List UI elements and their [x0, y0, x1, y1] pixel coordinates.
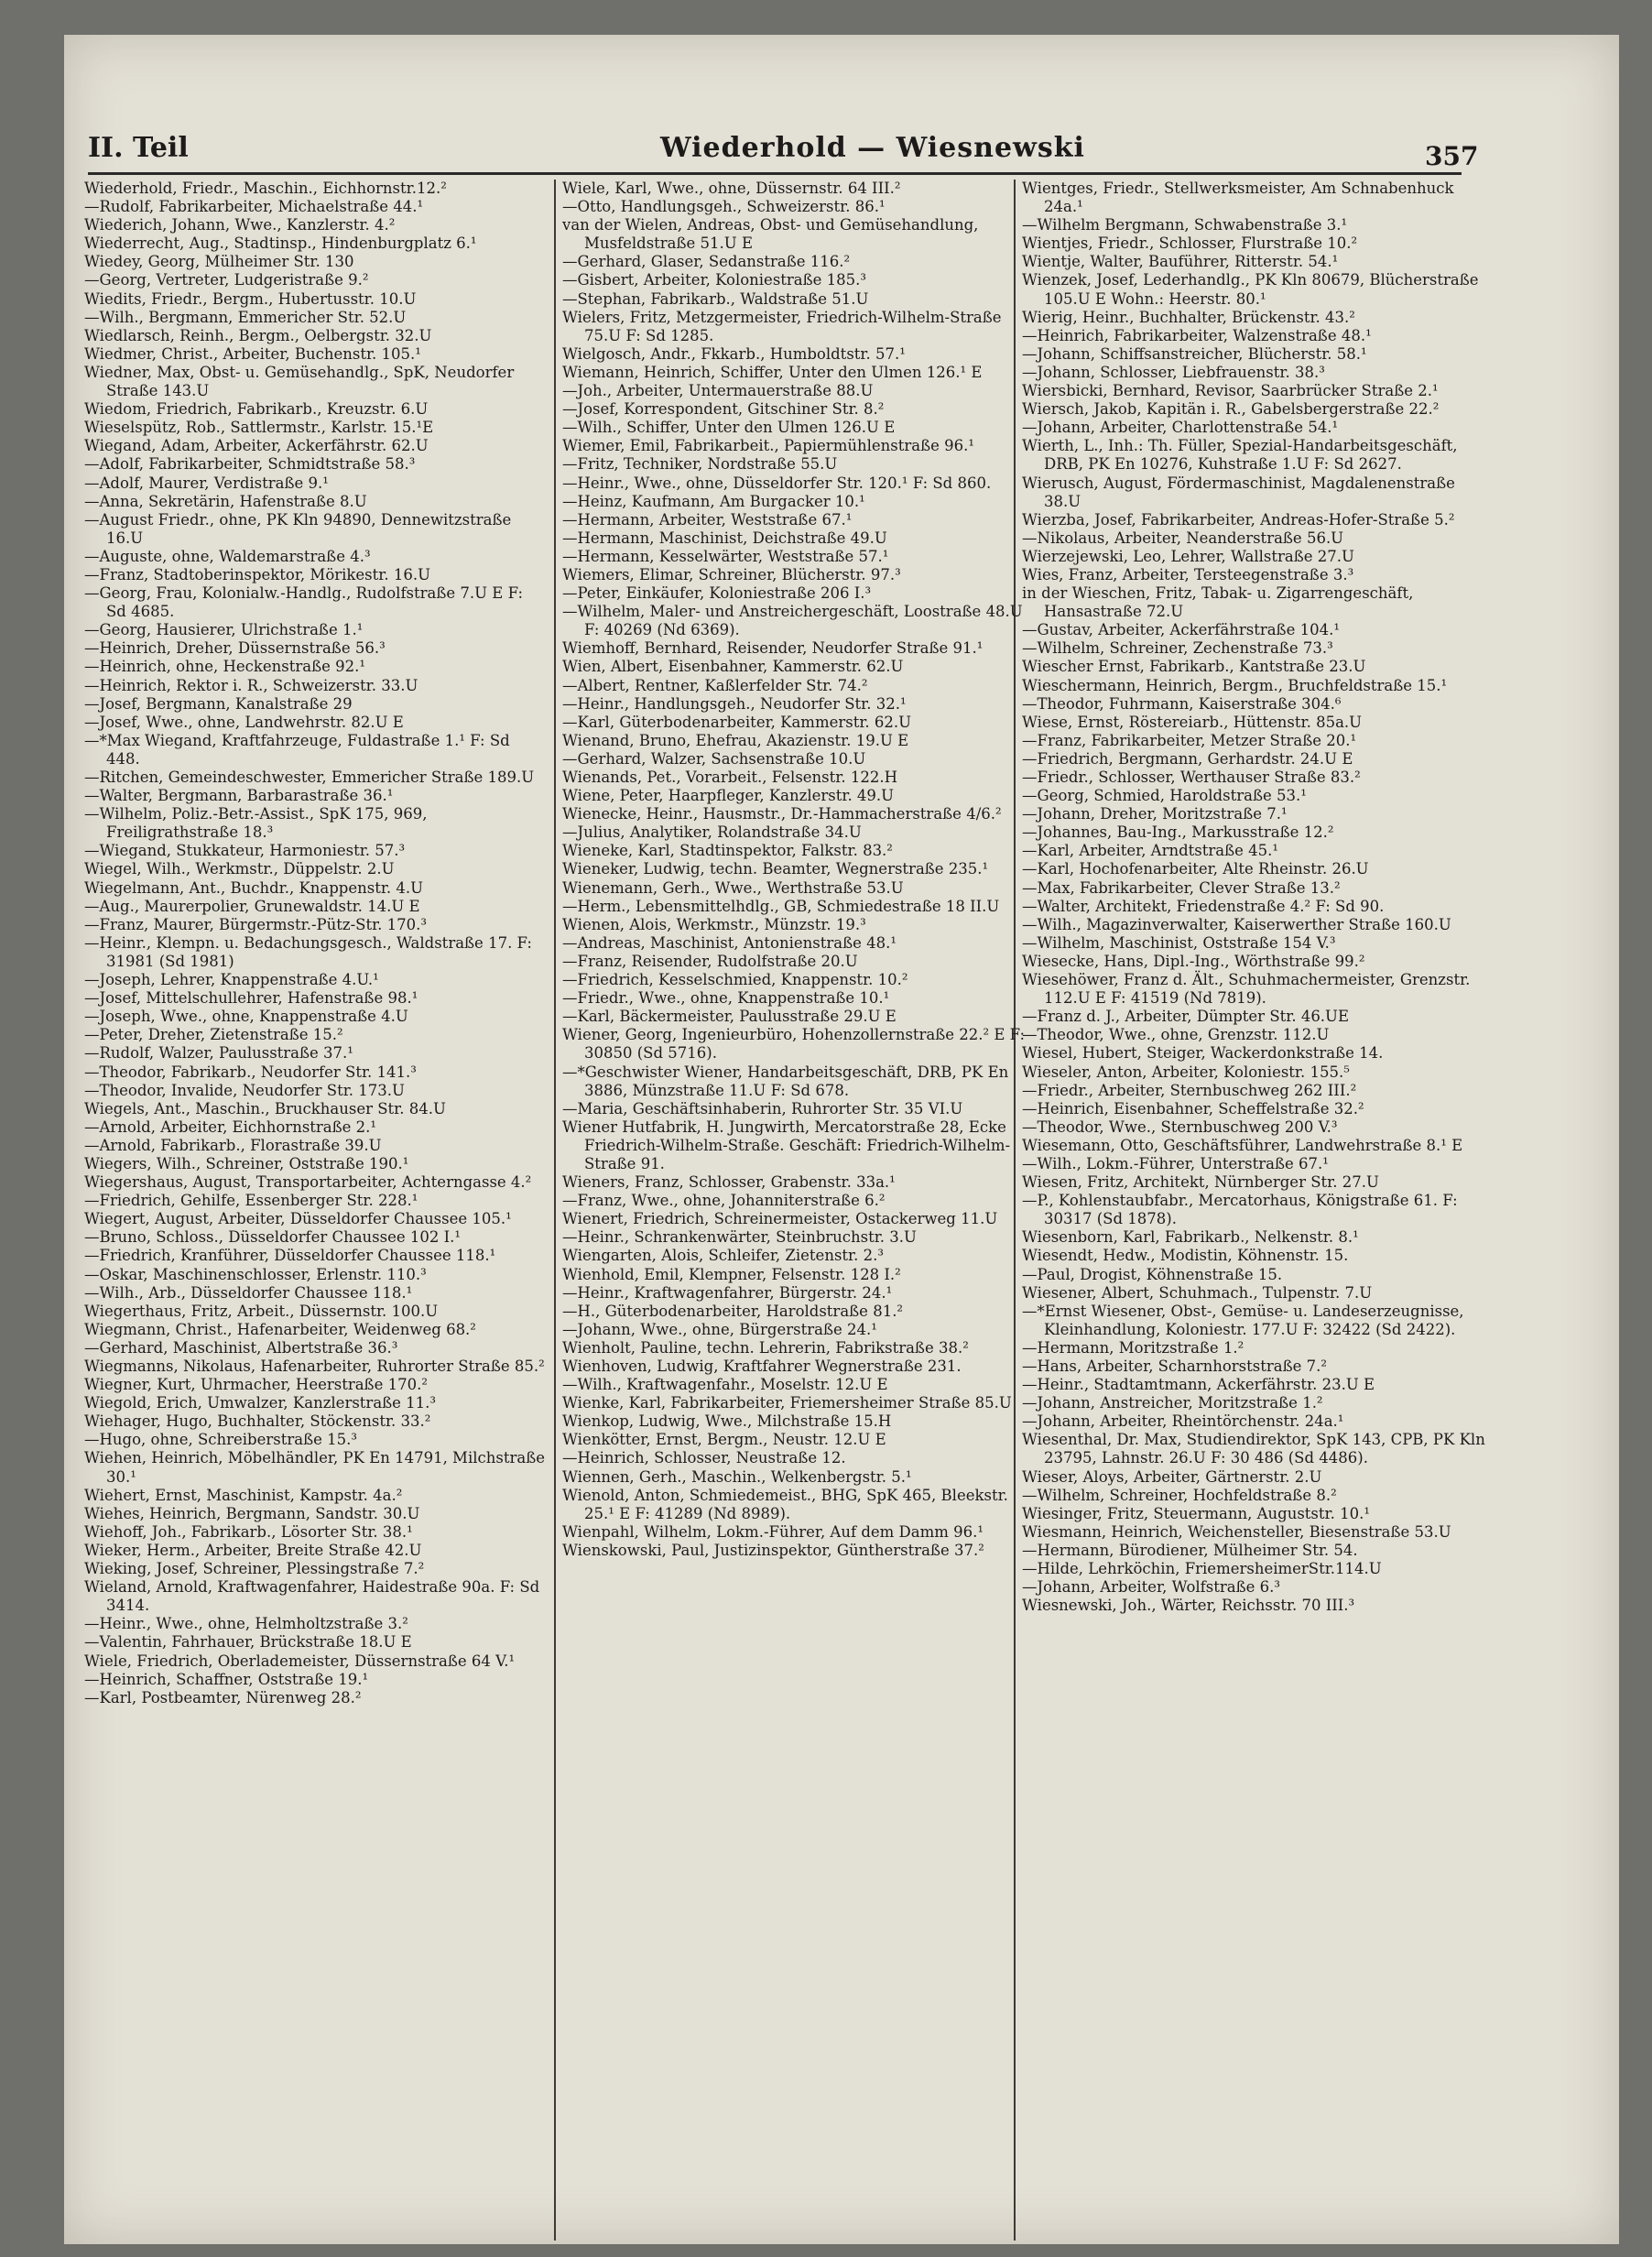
column-right [1022, 180, 1485, 2241]
directory-entry: —Wilhelm, Maschinist, Oststraße 154 V.³ [1022, 933, 1336, 952]
directory-entry: Wienhoven, Ludwig, Kraftfahrer Wegnerstraße 231. [562, 1357, 962, 1375]
directory-entry: —Johann, Schlosser, Liebfrauenstr. 38.³ [1022, 363, 1325, 381]
directory-entry: —Hugo, ohne, Schreiberstraße 15.³ [84, 1431, 357, 1449]
directory-entry: —Wilh., Magazinverwalter, Kaiserwerther Straße 160.U [1022, 915, 1451, 933]
directory-entry: —Friedr., Arbeiter, Sternbuschweg 262 III.² [1022, 1081, 1357, 1099]
directory-entry: Wiegel, Wilh., Werkmstr., Düppelstr. 2.U [84, 860, 395, 878]
directory-entry: Wiener, Georg, Ingenieurbüro, Hohenzollernstraße 22.² E F: 30850 (Sd 5716). [562, 1026, 1026, 1063]
directory-entry: Wies, Franz, Arbeiter, Tersteegenstraße 3.³ [1022, 565, 1354, 583]
directory-entry: Wienke, Karl, Fabrikarbeiter, Friemersheimer Straße 85.U [562, 1394, 1012, 1412]
directory-entry: —Hermann, Kesselwärter, Weststraße 57.¹ [562, 547, 889, 565]
directory-entry: —Johannes, Bau-Ing., Markusstraße 12.² [1022, 823, 1334, 842]
directory-entry: —Wilhelm Bergmann, Schwabenstraße 3.¹ [1022, 216, 1348, 234]
directory-entry: Wiemann, Heinrich, Schiffer, Unter den Ulmen 126.¹ E [562, 363, 983, 381]
directory-entry: Wiehoff, Joh., Fabrikarb., Lösorter Str. 38.¹ [84, 1522, 413, 1541]
directory-entry: —Hermann, Arbeiter, Weststraße 67.¹ [562, 510, 853, 529]
directory-entry: Wiegert, August, Arbeiter, Düsseldorfer Chaussee 105.¹ [84, 1210, 512, 1228]
directory-entry: —Franz, Maurer, Bürgermstr.-Pütz-Str. 170.³ [84, 915, 428, 933]
directory-entry: —Heinr., Wwe., ohne, Helmholtzstraße 3.² [84, 1615, 408, 1633]
directory-entry: —Oskar, Maschinenschlosser, Erlenstr. 110.³ [84, 1265, 427, 1283]
directory-entry: —Heinr., Handlungsgeh., Neudorfer Str. 32.¹ [562, 694, 907, 713]
directory-entry: —*Geschwister Wiener, Handarbeitsgeschäft, DRB, PK En 3886, Münzstraße 11.U F: Sd 678. [562, 1063, 1009, 1099]
directory-entry: —Paul, Drogist, Köhnenstraße 15. [1022, 1265, 1283, 1283]
directory-entry: Wielers, Fritz, Metzgermeister, Friedrich-Wilhelm-Straße 75.U F: Sd 1285. [562, 308, 1002, 344]
directory-entry: —Rudolf, Fabrikarbeiter, Michaelstraße 44.¹ [84, 198, 424, 216]
directory-entry: —Heinz, Kaufmann, Am Burgacker 10.¹ [562, 492, 865, 510]
directory-entry: —Heinrich, Rektor i. R., Schweizerstr. 33.U [84, 676, 418, 694]
directory-entry: Wiegmanns, Nikolaus, Hafenarbeiter, Ruhrorter Straße 85.² [84, 1357, 545, 1375]
directory-entry: Wierzba, Josef, Fabrikarbeiter, Andreas-Hofer-Straße 5.² [1022, 510, 1455, 529]
directory-entry: Wientjes, Friedr., Schlosser, Flurstraße 10.² [1022, 234, 1358, 253]
directory-entry: —Theodor, Invalide, Neudorfer Str. 173.U [84, 1081, 405, 1099]
directory-entry: —Georg, Schmied, Haroldstraße 53.¹ [1022, 787, 1307, 805]
directory-entry: Wieker, Herm., Arbeiter, Breite Straße 42.U [84, 1541, 422, 1559]
directory-entry: —Karl, Hochofenarbeiter, Alte Rheinstr. 26.U [1022, 860, 1369, 878]
directory-entry: —Arnold, Arbeiter, Eichhornstraße 2.¹ [84, 1118, 377, 1136]
directory-entry: Wiegels, Ant., Maschin., Bruckhauser Str. 84.U [84, 1099, 446, 1118]
directory-entry: Wiegner, Kurt, Uhrmacher, Heerstraße 170.² [84, 1376, 428, 1394]
directory-entry: —Josef, Korrespondent, Gitschiner Str. 8.² [562, 400, 885, 419]
directory-entry: —Josef, Mittelschullehrer, Hafenstraße 98.¹ [84, 989, 418, 1008]
directory-entry: —Heinrich, Eisenbahner, Scheffelstraße 32.² [1022, 1099, 1364, 1118]
directory-entry: —Peter, Einkäufer, Koloniestraße 206 I.³ [562, 584, 872, 603]
directory-entry: —Walter, Bergmann, Barbarastraße 36.¹ [84, 787, 394, 805]
directory-entry: —Friedrich, Kesselschmied, Knappenstr. 10.² [562, 971, 908, 989]
directory-entry: —Max, Fabrikarbeiter, Clever Straße 13.² [1022, 878, 1341, 897]
directory-entry: Wiele, Karl, Wwe., ohne, Düssernstr. 64 III.² [562, 180, 901, 197]
directory-entry: —Johann, Wwe., ohne, Bürgerstraße 24.¹ [562, 1320, 877, 1338]
directory-entry: —Theodor, Wwe., Sternbuschweg 200 V.³ [1022, 1118, 1338, 1136]
directory-entry: Wienpahl, Wilhelm, Lokm.-Führer, Auf dem Damm 96.¹ [562, 1522, 984, 1541]
directory-entry: Wiesmann, Heinrich, Weichensteller, Biesenstraße 53.U [1022, 1522, 1451, 1541]
directory-entry: Wiemhoff, Bernhard, Reisender, Neudorfer Straße 91.¹ [562, 639, 984, 658]
directory-entry: Wienands, Pet., Vorarbeit., Felsenstr. 122.H [562, 769, 897, 786]
directory-entry: Wieseler, Anton, Arbeiter, Koloniestr. 155.⁵ [1022, 1063, 1350, 1081]
directory-entry: Wiesemann, Otto, Geschäftsführer, Landwehrstraße 8.¹ E [1022, 1136, 1463, 1154]
directory-entry: Wiesenborn, Karl, Fabrikarb., Nelkenstr. 8.¹ [1022, 1228, 1359, 1247]
directory-entry: Wiegmann, Christ., Hafenarbeiter, Weidenweg 68.² [84, 1320, 476, 1338]
directory-entry: Wierig, Heinr., Buchhalter, Brückenstr. 43.² [1022, 308, 1355, 326]
directory-entry: Wiene, Peter, Haarpfleger, Kanzlerstr. 49.U [562, 787, 895, 805]
directory-entry: Wiehert, Ernst, Maschinist, Kampstr. 4a.² [84, 1486, 403, 1504]
directory-entry: Wiedner, Max, Obst- u. Gemüsehandlg., SpK, Neudorfer Straße 143.U [84, 363, 515, 400]
directory-entry: Wienold, Anton, Schmiedemeist., BHG, SpK 465, Bleekstr. 25.¹ E F: 41289 (Nd 8989). [562, 1486, 1008, 1522]
directory-entry: —Wilhelm, Schreiner, Zechenstraße 73.³ [1022, 639, 1333, 658]
header-rule [88, 172, 1462, 175]
directory-entry: —Franz, Fabrikarbeiter, Metzer Straße 20.¹ [1022, 731, 1357, 749]
directory-entry: Wienen, Alois, Werkmstr., Münzstr. 19.³ [562, 915, 866, 933]
directory-entry: Wiegerthaus, Fritz, Arbeit., Düssernstr. 100.U [84, 1302, 439, 1320]
directory-entry: —Theodor, Fabrikarb., Neudorfer Str. 141.³ [84, 1063, 417, 1081]
directory-entry: —Heinrich, Schlosser, Neustraße 12. [562, 1449, 846, 1467]
directory-entry: —Bruno, Schloss., Düsseldorfer Chaussee 102 I.¹ [84, 1228, 462, 1247]
directory-entry: Wiemers, Elimar, Schreiner, Blücherstr. 97.³ [562, 565, 901, 583]
directory-entry: —Theodor, Wwe., ohne, Grenzstr. 112.U [1022, 1026, 1330, 1044]
directory-entry: —Peter, Dreher, Zietenstraße 15.² [84, 1026, 343, 1044]
directory-entry: —Josef, Wwe., ohne, Landwehrstr. 82.U E [84, 713, 404, 731]
directory-entry: Wiegelmann, Ant., Buchdr., Knappenstr. 4.U [84, 878, 424, 897]
directory-entry: —Wilh., Lokm.-Führer, Unterstraße 67.¹ [1022, 1154, 1329, 1172]
directory-entry: —Fritz, Techniker, Nordstraße 55.U [562, 455, 838, 474]
column-left [84, 180, 548, 2241]
directory-entry: Wieneke, Karl, Stadtinspektor, Falkstr. 83.² [562, 842, 893, 860]
directory-entry: Wiese, Ernst, Röstereiarb., Hüttenstr. 85a.U [1022, 713, 1363, 731]
directory-entry: Wiehager, Hugo, Buchhalter, Stöckenstr. 33.² [84, 1412, 431, 1431]
directory-entry: —Heinr., Kraftwagenfahrer, Bürgerstr. 24.¹ [562, 1283, 893, 1302]
directory-entry: Wiederhold, Friedr., Maschin., Eichhornstr.12.² [84, 180, 447, 197]
directory-entry: —Georg, Vertreter, Ludgeristraße 9.² [84, 271, 369, 289]
directory-entry: Wiesehöwer, Franz d. Ält., Schuhmachermeister, Grenzstr. 112.U E F: 41519 (Nd 7819). [1022, 971, 1471, 1008]
directory-entry: —Franz d. J., Arbeiter, Dümpter Str. 46.UE [1022, 1008, 1350, 1026]
directory-entry: Wieschermann, Heinrich, Bergm., Bruchfeldstraße 15.¹ [1022, 676, 1448, 694]
directory-entry: —Gerhard, Maschinist, Albertstraße 36.³ [84, 1338, 398, 1357]
directory-entry: Wieneker, Ludwig, techn. Beamter, Wegnerstraße 235.¹ [562, 860, 989, 878]
directory-entry: —Johann, Dreher, Moritzstraße 7.¹ [1022, 805, 1288, 823]
directory-entry: —Gustav, Arbeiter, Ackerfährstraße 104.¹ [1022, 621, 1340, 639]
directory-entry: Wiederrecht, Aug., Stadtinsp., Hindenburgplatz 6.¹ [84, 234, 477, 253]
directory-entry: Wiesel, Hubert, Steiger, Wackerdonkstraße 14. [1022, 1044, 1384, 1063]
directory-entry: —Joseph, Wwe., ohne, Knappenstraße 4.U [84, 1008, 408, 1026]
directory-entry: —Rudolf, Walzer, Paulusstraße 37.¹ [84, 1044, 353, 1063]
directory-entry: —Aug., Maurerpolier, Grunewaldstr. 14.U E [84, 897, 420, 915]
directory-entry: —Franz, Reisender, Rudolfstraße 20.U [562, 952, 858, 970]
directory-entry: in der Wieschen, Fritz, Tabak- u. Zigarrengeschäft, Hansastraße 72.U [1022, 584, 1414, 621]
directory-entry: —Karl, Postbeamter, Nürenweg 28.² [84, 1688, 362, 1706]
page-header [88, 112, 1507, 171]
directory-entry: —Wilh., Kraftwagenfahr., Moselstr. 12.U E [562, 1376, 888, 1394]
directory-entry: Wienzek, Josef, Lederhandlg., PK Kln 80679, Blücherstraße 105.U E Wohn.: Heerstr. 80.¹ [1022, 271, 1479, 308]
directory-entry: —Heinr., Schrankenwärter, Steinbruchstr. 3.U [562, 1228, 917, 1247]
directory-entry: —Wiegand, Stukkateur, Harmoniestr. 57.³ [84, 842, 406, 860]
directory-entry: —H., Güterbodenarbeiter, Haroldstraße 81.² [562, 1302, 904, 1320]
directory-entry: Wiedlarsch, Reinh., Bergm., Oelbergstr. 32.U [84, 326, 432, 344]
directory-page [64, 35, 1619, 2244]
directory-entry: —Friedr., Schlosser, Werthauser Straße 83.² [1022, 769, 1361, 786]
directory-entry: —Gerhard, Glaser, Sedanstraße 116.² [562, 253, 851, 271]
directory-entry: Wierzejewski, Leo, Lehrer, Wallstraße 27.U [1022, 547, 1354, 565]
directory-entry: Wiederich, Johann, Wwe., Kanzlerstr. 4.² [84, 216, 396, 234]
directory-entry: —*Ernst Wiesener, Obst-, Gemüse- u. Landeserzeugnisse, Kleinhandlung, Koloniestr. 177.U F: 32422 (Sd 2422). [1022, 1302, 1464, 1338]
directory-entry: Wienskowski, Paul, Justizinspektor, Güntherstraße 37.² [562, 1541, 984, 1559]
directory-entry: —Arnold, Fabrikarb., Florastraße 39.U [84, 1136, 382, 1154]
directory-entry: —Joh., Arbeiter, Untermauerstraße 88.U [562, 382, 874, 400]
directory-entry: Wiedmer, Christ., Arbeiter, Buchenstr. 105.¹ [84, 344, 421, 363]
directory-entry: —Heinr., Stadtamtmann, Ackerfährstr. 23.U E [1022, 1376, 1375, 1394]
directory-entry: Wielgosch, Andr., Fkkarb., Humboldtstr. 57.¹ [562, 344, 906, 363]
directory-entry: Wiedits, Friedr., Bergm., Hubertusstr. 10.U [84, 289, 417, 308]
directory-entry: —Stephan, Fabrikarb., Waldstraße 51.U [562, 289, 869, 308]
directory-entry: Wiersbicki, Bernhard, Revisor, Saarbrücker Straße 2.¹ [1022, 382, 1439, 400]
directory-entry: Wienand, Bruno, Ehefrau, Akazienstr. 19.U E [562, 731, 909, 749]
part-label: II. Teil [88, 132, 189, 164]
directory-entry: —Karl, Güterbodenarbeiter, Kammerstr. 62.U [562, 713, 912, 731]
directory-entry: —Julius, Analytiker, Rolandstraße 34.U [562, 823, 862, 842]
directory-entry: —Friedrich, Kranführer, Düsseldorfer Chaussee 118.¹ [84, 1247, 496, 1265]
directory-entry: —Auguste, ohne, Waldemarstraße 4.³ [84, 547, 371, 565]
directory-entry: Wiennen, Gerh., Maschin., Welkenbergstr. 5.¹ [562, 1467, 912, 1486]
directory-entry: Wienhold, Emil, Klempner, Felsenstr. 128 I.² [562, 1265, 901, 1283]
directory-entry: Wiegers, Wilh., Schreiner, Oststraße 190.¹ [84, 1154, 409, 1172]
directory-entry: Wierth, L., Inh.: Th. Füller, Spezial-Handarbeitsgeschäft, DRB, PK En 10276, Kuhstraße 1.U F: Sd 2627. [1022, 437, 1458, 474]
directory-entry: Wieland, Arnold, Kraftwagenfahrer, Haidestraße 90a. F: Sd 3414. [84, 1578, 540, 1615]
directory-entry: —Wilh., Bergmann, Emmericher Str. 52.U [84, 308, 407, 326]
directory-entry: —Hermann, Bürodiener, Mülheimer Str. 54. [1022, 1541, 1358, 1559]
directory-entry: Wiedom, Friedrich, Fabrikarb., Kreuzstr. 6.U [84, 400, 429, 419]
directory-entry: —Theodor, Fuhrmann, Kaiserstraße 304.⁶ [1022, 694, 1342, 713]
directory-entry: Wiegershaus, August, Transportarbeiter, Achterngasse 4.² [84, 1173, 532, 1192]
directory-entry: —Ritchen, Gemeindeschwester, Emmericher Straße 189.U [84, 769, 535, 786]
directory-entry: Wienkötter, Ernst, Bergm., Neustr. 12.U E [562, 1431, 886, 1449]
directory-entry: —Albert, Rentner, Kaßlerfelder Str. 74.² [562, 676, 868, 694]
page-number: 357 [1425, 141, 1479, 171]
directory-entry: —Johann, Arbeiter, Charlottenstraße 54.¹ [1022, 419, 1339, 437]
directory-entry: —Heinrich, ohne, Heckenstraße 92.¹ [84, 658, 366, 676]
directory-entry: Wiesecke, Hans, Dipl.-Ing., Wörthstraße 99.² [1022, 952, 1365, 970]
directory-entry: Wiersch, Jakob, Kapitän i. R., Gabelsbergerstraße 22.² [1022, 400, 1440, 419]
directory-entry: —Wilh., Schiffer, Unter den Ulmen 126.U E [562, 419, 896, 437]
directory-entry: Wiele, Friedrich, Oberlademeister, Düssernstraße 64 V.¹ [84, 1652, 516, 1670]
directory-entry: —Otto, Handlungsgeh., Schweizerstr. 86.¹ [562, 198, 886, 216]
directory-entry: Wientje, Walter, Bauführer, Ritterstr. 54.¹ [1022, 253, 1339, 271]
directory-entry: —Friedr., Wwe., ohne, Knappenstraße 10.¹ [562, 989, 890, 1008]
directory-entry: —Friedrich, Bergmann, Gerhardstr. 24.U E [1022, 749, 1353, 768]
directory-entry: —Anna, Sekretärin, Hafenstraße 8.U [84, 492, 367, 510]
directory-entry: —Wilhelm, Poliz.-Betr.-Assist., SpK 175, 969, Freiligrathstraße 18.³ [84, 805, 428, 842]
column-divider-left [554, 180, 556, 2241]
directory-entry: —Wilhelm, Maler- und Anstreichergeschäft, Loostraße 48.U F: 40269 (Nd 6369). [562, 603, 1023, 639]
directory-entry: —Hans, Arbeiter, Scharnhorststraße 7.² [1022, 1357, 1327, 1375]
directory-entry: —Wilhelm, Schreiner, Hochfeldstraße 8.² [1022, 1486, 1337, 1504]
directory-entry: —Herm., Lebensmittelhdlg., GB, Schmiedestraße 18 II.U [562, 897, 1000, 915]
directory-entry: —Joseph, Lehrer, Knappenstraße 4.U.¹ [84, 971, 379, 989]
name-range-heading: Wiederhold — Wiesnewski [660, 132, 1085, 164]
directory-entry: —Franz, Wwe., ohne, Johanniterstraße 6.² [562, 1192, 886, 1210]
directory-entry: Wiehes, Heinrich, Bergmann, Sandstr. 30.U [84, 1504, 420, 1522]
directory-entry: —P., Kohlenstaubfabr., Mercatorhaus, Königstraße 61. F: 30317 (Sd 1878). [1022, 1192, 1458, 1228]
directory-entry: —Heinr., Wwe., ohne, Düsseldorfer Str. 120.¹ F: Sd 860. [562, 474, 992, 492]
directory-entry: —Georg, Frau, Kolonialw.-Handlg., Rudolfstraße 7.U E F: Sd 4685. [84, 584, 524, 621]
directory-entry: Wiehen, Heinrich, Möbelhändler, PK En 14791, Milchstraße 30.¹ [84, 1449, 545, 1486]
directory-entry: Wieners, Franz, Schlosser, Grabenstr. 33a.¹ [562, 1173, 896, 1192]
directory-entry: Wiescher Ernst, Fabrikarb., Kantstraße 23.U [1022, 658, 1366, 676]
directory-entry: —Gerhard, Walzer, Sachsenstraße 10.U [562, 749, 866, 768]
directory-entry: —Adolf, Fabrikarbeiter, Schmidtstraße 58.³ [84, 455, 416, 474]
directory-entry: —Josef, Bergmann, Kanalstraße 29 [84, 694, 353, 713]
directory-entry: Wienemann, Gerh., Wwe., Werthstraße 53.U [562, 878, 904, 897]
directory-entry: —Johann, Arbeiter, Rheintörchenstr. 24a.¹ [1022, 1412, 1344, 1431]
directory-entry: Wienholt, Pauline, techn. Lehrerin, Fabrikstraße 38.² [562, 1338, 969, 1357]
directory-entry: Wiegand, Adam, Arbeiter, Ackerfährstr. 62.U [84, 437, 429, 455]
directory-entry: Wiesendt, Hedw., Modistin, Köhnenstr. 15. [1022, 1247, 1349, 1265]
directory-entry: —Franz, Stadtoberinspektor, Mörikestr. 16.U [84, 565, 430, 583]
directory-entry: Wiedey, Georg, Mülheimer Str. 130 [84, 253, 354, 271]
directory-entry: Wiesinger, Fritz, Steuermann, Auguststr. 10.¹ [1022, 1504, 1370, 1522]
directory-entry: —Hermann, Moritzstraße 1.² [1022, 1338, 1244, 1357]
directory-entry: Wieking, Josef, Schreiner, Plessingstraße 7.² [84, 1560, 425, 1578]
directory-entry: —Heinrich, Fabrikarbeiter, Walzenstraße 48.¹ [1022, 326, 1372, 344]
directory-entry: Wierusch, August, Fördermaschinist, Magdalenenstraße 38.U [1022, 474, 1455, 510]
directory-entry: —Heinr., Klempn. u. Bedachungsgesch., Waldstraße 17. F: 31981 (Sd 1981) [84, 933, 532, 970]
directory-entry: —Maria, Geschäftsinhaberin, Ruhrorter Str. 35 VI.U [562, 1099, 963, 1118]
directory-entry: —Friedrich, Gehilfe, Essenberger Str. 228.¹ [84, 1192, 418, 1210]
directory-entry: —Johann, Arbeiter, Wolfstraße 6.³ [1022, 1578, 1280, 1597]
directory-entry: Wiegold, Erich, Umwalzer, Kanzlerstraße 11.³ [84, 1394, 437, 1412]
column-middle [562, 180, 1026, 2241]
directory-entry: Wieselspütz, Rob., Sattlermstr., Karlstr. 15.¹E [84, 419, 434, 437]
directory-entry: —Hermann, Maschinist, Deichstraße 49.U [562, 529, 887, 547]
directory-entry: Wienert, Friedrich, Schreinermeister, Ostackerweg 11.U [562, 1210, 998, 1228]
directory-entry: —Georg, Hausierer, Ulrichstraße 1.¹ [84, 621, 364, 639]
directory-entry: —Johann, Anstreicher, Moritzstraße 1.² [1022, 1394, 1323, 1412]
directory-entry: —Wilh., Arb., Düsseldorfer Chaussee 118.¹ [84, 1283, 413, 1302]
directory-entry: —Karl, Bäckermeister, Paulusstraße 29.U E [562, 1008, 897, 1026]
directory-entry: Wien, Albert, Eisenbahner, Kammerstr. 62.U [562, 658, 904, 676]
directory-entry: Wiener Hutfabrik, H. Jungwirth, Mercatorstraße 28, Ecke Friedrich-Wilhelm-Straße. Geschäft: Friedrich-Wilhelm-Straße 91. [562, 1118, 1011, 1172]
directory-entry: Wientges, Friedr., Stellwerksmeister, Am Schnabenhuck 24a.¹ [1022, 180, 1454, 216]
directory-entry: —Hilde, Lehrköchin, FriemersheimerStr.114.U [1022, 1560, 1382, 1578]
directory-entry: Wiengarten, Alois, Schleifer, Zietenstr. 2.³ [562, 1247, 884, 1265]
directory-entry: —Karl, Arbeiter, Arndtstraße 45.¹ [1022, 842, 1279, 860]
directory-entry: —Nikolaus, Arbeiter, Neanderstraße 56.U [1022, 529, 1344, 547]
directory-entry: Wiesenthal, Dr. Max, Studiendirektor, SpK 143, CPB, PK Kln 23795, Lahnstr. 26.U F: 30 486 (Sd 4486). [1022, 1431, 1485, 1467]
directory-entry: Wiesen, Fritz, Architekt, Nürnberger Str. 27.U [1022, 1173, 1379, 1192]
directory-entry: —Walter, Architekt, Friedenstraße 4.² F: Sd 90. [1022, 897, 1385, 915]
directory-entry: —August Friedr., ohne, PK Kln 94890, Dennewitzstraße 16.U [84, 510, 512, 547]
directory-entry: Wienkop, Ludwig, Wwe., Milchstraße 15.H [562, 1412, 892, 1431]
directory-entry: Wiesnewski, Joh., Wärter, Reichsstr. 70 III.³ [1022, 1597, 1355, 1615]
directory-entry: Wienecke, Heinr., Hausmstr., Dr.-Hammacherstraße 4/6.² [562, 805, 1002, 823]
directory-entry: —Gisbert, Arbeiter, Koloniestraße 185.³ [562, 271, 867, 289]
directory-entry: —Heinrich, Schaffner, Oststraße 19.¹ [84, 1670, 369, 1688]
directory-entry: van der Wielen, Andreas, Obst- und Gemüsehandlung, Musfeldstraße 51.U E [562, 216, 979, 253]
directory-entry: —Heinrich, Dreher, Düssernstraße 56.³ [84, 639, 386, 658]
directory-entry: —Johann, Schiffsanstreicher, Blücherstr. 58.¹ [1022, 344, 1367, 363]
directory-entry: Wiesener, Albert, Schuhmach., Tulpenstr. 7.U [1022, 1283, 1373, 1302]
directory-entry: —Andreas, Maschinist, Antonienstraße 48.¹ [562, 933, 897, 952]
directory-entry: —*Max Wiegand, Kraftfahrzeuge, Fuldastraße 1.¹ F: Sd 448. [84, 731, 510, 768]
directory-entry: —Valentin, Fahrhauer, Brückstraße 18.U E [84, 1633, 412, 1652]
directory-entry: —Adolf, Maurer, Verdistraße 9.¹ [84, 474, 329, 492]
directory-entry: Wiemer, Emil, Fabrikarbeit., Papiermühlenstraße 96.¹ [562, 437, 974, 455]
directory-entry: Wieser, Aloys, Arbeiter, Gärtnerstr. 2.U [1022, 1467, 1322, 1486]
